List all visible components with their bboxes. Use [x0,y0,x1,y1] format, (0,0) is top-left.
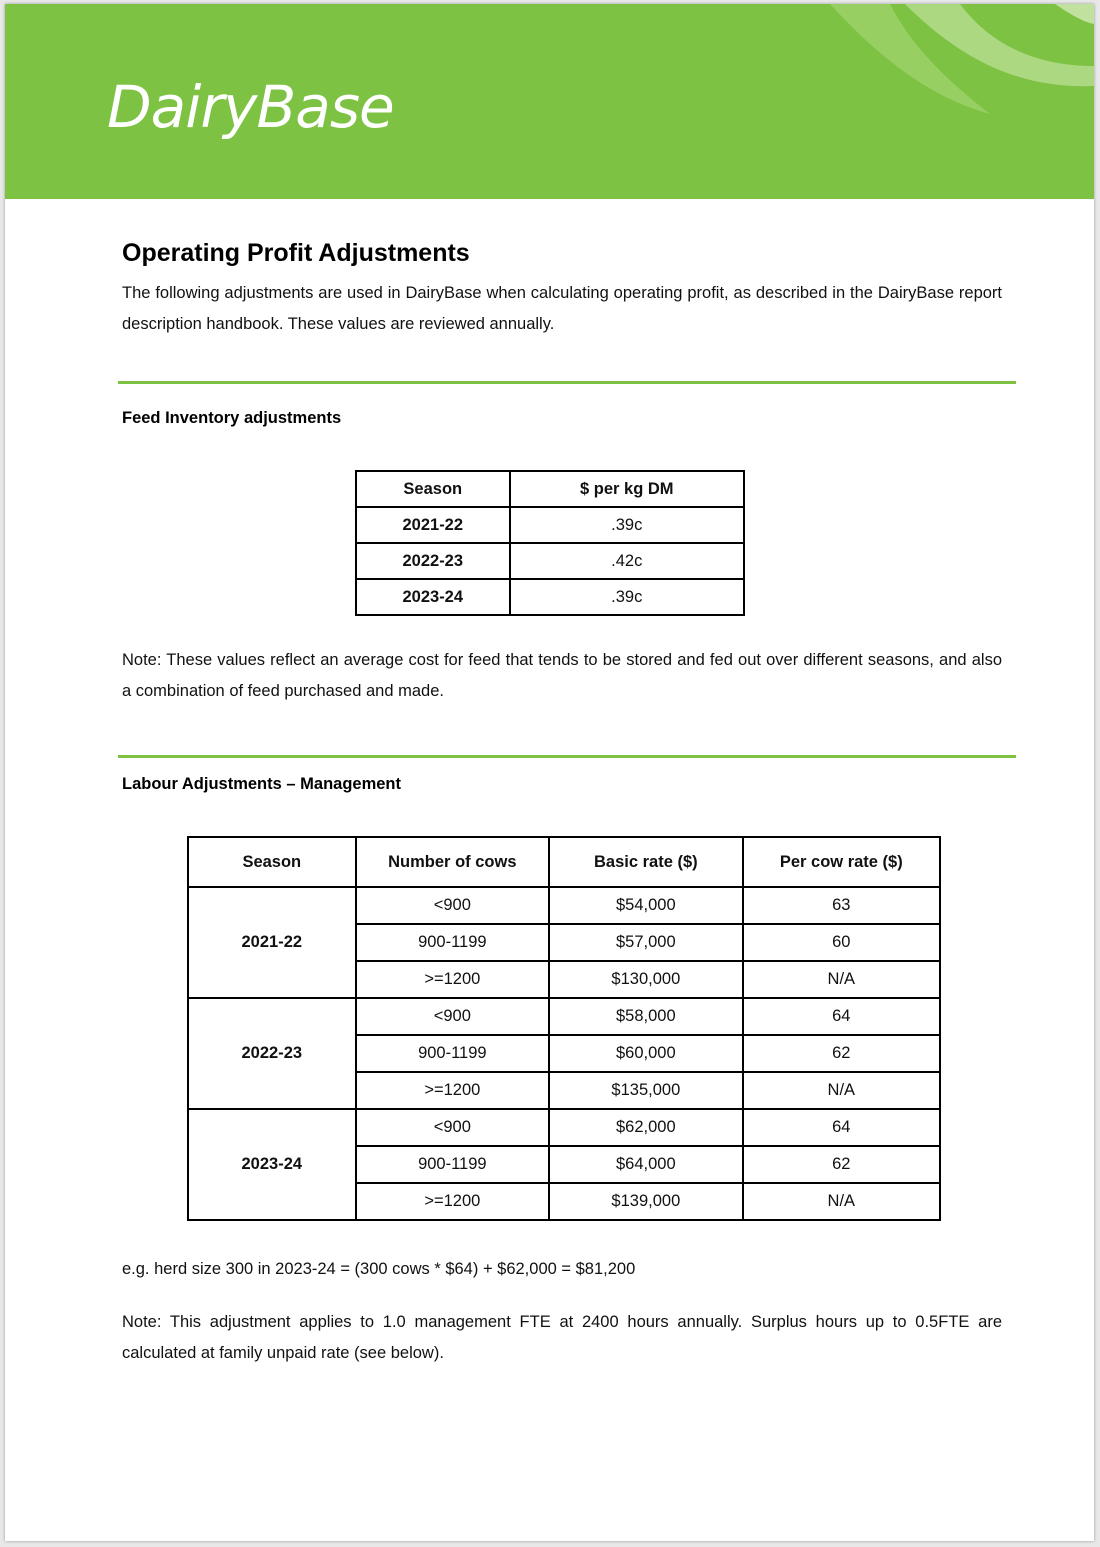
per-cow-rate-cell: 62 [743,1035,940,1072]
cows-cell: 900-1199 [356,1035,550,1072]
per-cow-rate-cell: 62 [743,1146,940,1183]
basic-rate-cell: $130,000 [549,961,743,998]
column-header-season: Season [356,471,510,507]
table-row [356,579,744,615]
value-cell: .39c [510,507,744,543]
season-cell: 2023-24 [188,1109,356,1220]
cows-cell: <900 [356,998,550,1035]
basic-rate-cell: $62,000 [549,1109,743,1146]
dairybase-logo: DairyBase [107,73,394,141]
column-header-per-cow-rate: Per cow rate ($) [743,837,940,887]
per-cow-rate-cell: 60 [743,924,940,961]
basic-rate-cell: $54,000 [549,887,743,924]
cows-cell: >=1200 [356,1072,550,1109]
table-row [356,543,744,579]
section-divider [118,381,1016,384]
labour-note: Note: This adjustment applies to 1.0 management FTE at 2400 hours annually. Surplus hours up to 0.5FTE are calculated at family unpaid rate (see below). [122,1313,1002,1362]
per-cow-rate-cell: 63 [743,887,940,924]
value-cell: .42c [510,543,744,579]
basic-rate-cell: $139,000 [549,1183,743,1220]
cows-cell: <900 [356,887,550,924]
table-row [188,1109,940,1146]
season-cell: 2023-24 [356,579,510,615]
table-row [188,998,940,1035]
herd-size-example: e.g. herd size 300 in 2023-24 = (300 cows * $64) + $62,000 = $81,200 [122,1260,636,1278]
section-divider [118,755,1016,758]
per-cow-rate-cell: N/A [743,961,940,998]
column-header-season: Season [188,837,356,887]
intro-paragraph: The following adjustments are used in DairyBase when calculating operating profit, as described in the DairyBase report description handbook. These values are reviewed annually. [122,284,1002,333]
cows-cell: 900-1199 [356,924,550,961]
cows-cell: >=1200 [356,961,550,998]
per-cow-rate-cell: 64 [743,1109,940,1146]
column-header-basic-rate: Basic rate ($) [549,837,743,887]
basic-rate-cell: $57,000 [549,924,743,961]
feed-inventory-table [355,470,745,616]
per-cow-rate-cell: N/A [743,1183,940,1220]
basic-rate-cell: $64,000 [549,1146,743,1183]
document-page [5,4,1094,1541]
per-cow-rate-cell: N/A [743,1072,940,1109]
table-row [356,507,744,543]
table-row [188,887,940,924]
season-cell: 2021-22 [188,887,356,998]
labour-heading: Labour Adjustments – Management [122,775,402,793]
column-header-per-kg-dm: $ per kg DM [510,471,744,507]
table-header-row [356,471,744,507]
season-cell: 2021-22 [356,507,510,543]
season-cell: 2022-23 [356,543,510,579]
per-cow-rate-cell: 64 [743,998,940,1035]
season-cell: 2022-23 [188,998,356,1109]
feed-inventory-heading: Feed Inventory adjustments [122,409,342,427]
cows-cell: 900-1199 [356,1146,550,1183]
basic-rate-cell: $60,000 [549,1035,743,1072]
basic-rate-cell: $135,000 [549,1072,743,1109]
header-banner [5,4,1094,199]
cows-cell: <900 [356,1109,550,1146]
basic-rate-cell: $58,000 [549,998,743,1035]
table-header-row [188,837,940,887]
labour-management-table [187,836,941,1221]
cows-cell: >=1200 [356,1183,550,1220]
feed-inventory-note: Note: These values reflect an average cost for feed that tends to be stored and fed out over different seasons, and also a combination of feed purchased and made. [122,651,1002,700]
column-header-number-of-cows: Number of cows [356,837,550,887]
page-title: Operating Profit Adjustments [122,239,470,267]
value-cell: .39c [510,579,744,615]
